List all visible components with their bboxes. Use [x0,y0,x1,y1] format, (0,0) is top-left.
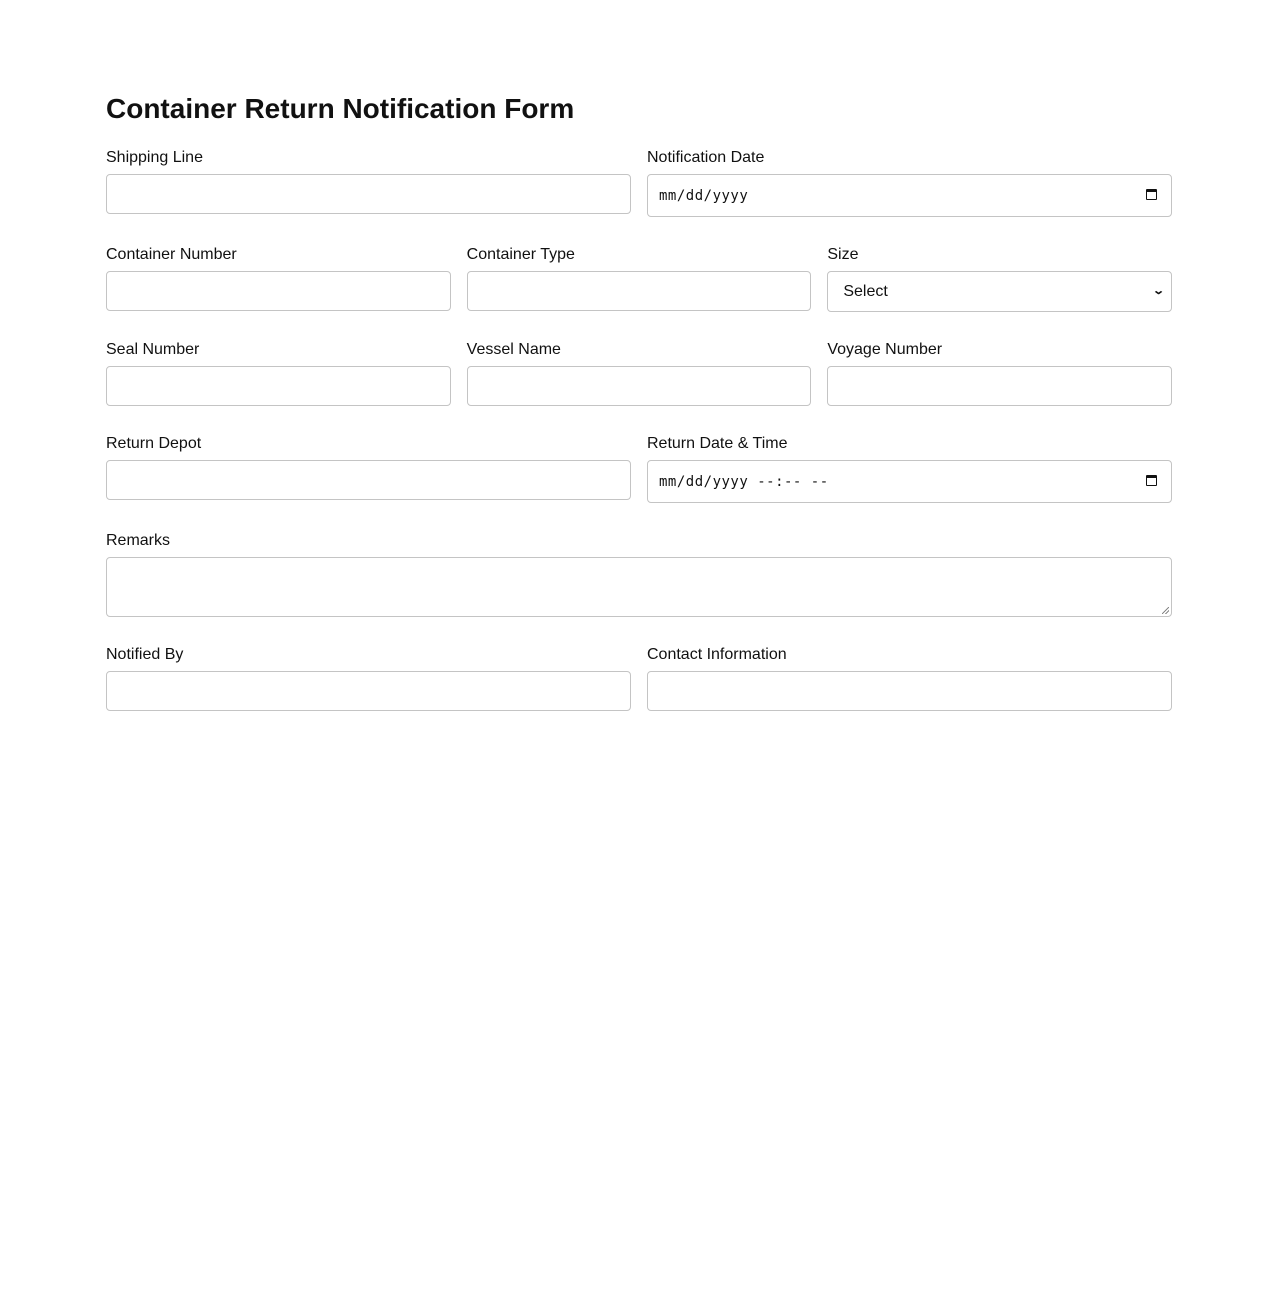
calendar-icon[interactable] [1146,189,1157,200]
return-datetime-label: Return Date & Time [647,435,788,452]
container-number-input[interactable] [106,271,451,311]
notification-date-label: Notification Date [647,149,765,166]
contact-information-input[interactable] [647,671,1172,711]
remarks-label: Remarks [106,532,171,549]
notified-by-label: Notified By [106,646,184,663]
date-placeholder: mm/dd/yyyy [659,187,749,204]
container-type-label: Container Type [466,246,575,263]
size-label: Size [827,246,859,263]
shipping-line-label: Shipping Line [106,149,203,166]
datetime-placeholder: mm/dd/yyyy --:-- -- [659,473,829,490]
return-depot-input[interactable] [106,460,631,500]
size-selected: Select [843,282,888,300]
form [106,148,1172,739]
page-title: Container Return Notification Form [106,93,575,124]
size-select[interactable] [827,271,1172,312]
voyage-number-label: Voyage Number [827,341,943,358]
notified-by-input[interactable] [106,671,631,711]
notification-date-input[interactable] [647,174,1172,217]
chevron-down-icon: ⌄ [1151,285,1165,297]
shipping-line-input[interactable] [106,174,631,214]
return-depot-label: Return Depot [106,435,202,452]
container-type-input[interactable] [467,271,812,311]
return-datetime-input[interactable] [647,460,1172,503]
calendar-icon[interactable] [1146,475,1157,486]
vessel-name-label: Vessel Name [466,341,561,358]
seal-number-label: Seal Number [106,341,200,358]
vessel-name-input[interactable] [467,366,812,406]
voyage-number-input[interactable] [827,366,1172,406]
remarks-textarea[interactable] [106,557,1172,617]
resize-handle-icon[interactable] [1162,607,1169,614]
seal-number-input[interactable] [106,366,451,406]
contact-information-label: Contact Information [647,646,787,663]
container-number-label: Container Number [106,246,237,263]
